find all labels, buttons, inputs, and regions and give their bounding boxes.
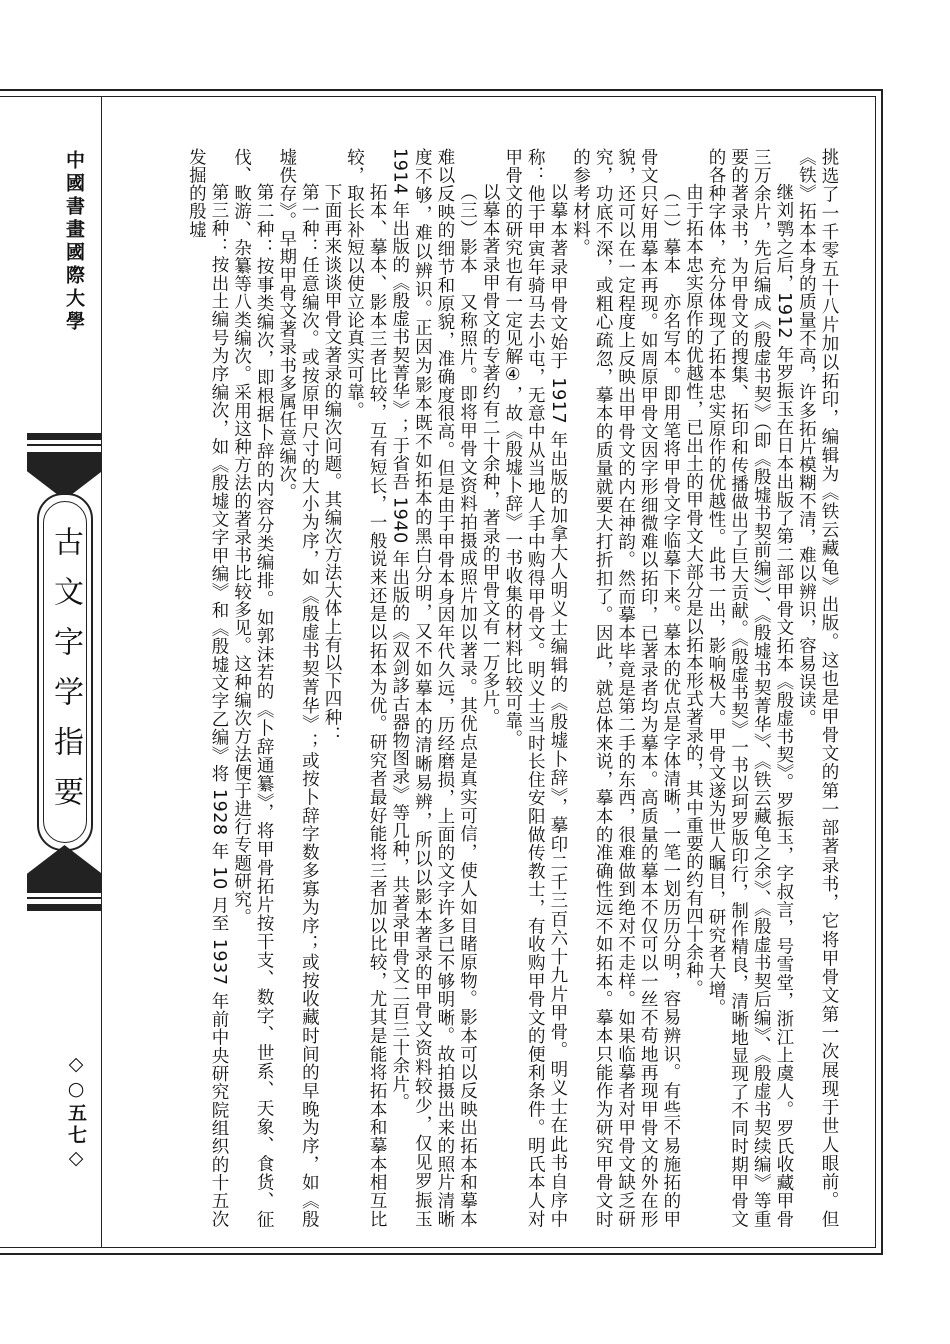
sidebar-divider xyxy=(101,96,102,1248)
paragraph: 第一种：任意编次。或按原甲尺寸的大小为序，如《殷虚书契菁华》；或按卜辞字数多寡为序；或按收藏时间的早晚为序，如《殷墟佚存》。早期甲骨文著录书多属任意编次。 xyxy=(276,148,320,1228)
title-band-bottom xyxy=(27,904,102,911)
main-text xyxy=(150,148,840,1228)
paragraph: （二）摹本 亦名写本。即用笔将甲骨文字临摹下来。摹本的优点是字体清晰，一笔一划历历分明，容易辨识。有些不易施拓的甲骨文只好用摹本再现。如周原甲骨文因字形细微难以拓印，已著录者均为摹本。高质量的摹本不仅可以一丝不苟地再现甲骨文的外在形貌，还可以在一定程度上反映出甲骨文的内在神韵。然而摹本毕竟是第二手的东西，很难做到绝对不走样。如果临摹者对甲骨文缺乏研究，功底不深，或粗心疏忽，摹本的质量就要大打折扣了。因此，就总体来说，摹本的准确性远不如拓本。摹本只能作为研究甲骨文时的参考材料。 xyxy=(570,148,681,1228)
title-band-top xyxy=(27,433,102,440)
paragraph: （三）影本 又称照片。即将甲骨文资料拍摄成照片加以著录。其优点是真实可信，使人如目睹原物。影本可以反映出拓本和摹本难以反映的细节和原貌，准确度很高。但是由于甲骨本身因年代久远，历经磨损，上面的文字许多已不够明晰。故拍摄出来的照片清晰度不够，难以辨识。正因为影本既不如拓本的黑白分明，又不如摹本的清晰易辨，所以以影本著录的甲骨文资料较少，仅见罗振玉 1914 年出版的《殷虚书契菁华》；于省吾 1940 年出版的《双剑誃古器物图录》等几种，共著录甲骨文二百三十余片。 xyxy=(389,148,478,1228)
paragraph: 拓本、摹本、影本三者比较，互有短长，一般说来还是以拓本为优。研究者最好能将三者加以比较，尤其是能将拓本和摹本相互比较，取长补短以使立论真实可靠。 xyxy=(344,148,388,1228)
title-band-bottom-thin xyxy=(27,897,102,899)
title-band-top-thin xyxy=(27,444,102,446)
page-number: ◇○五七◇ xyxy=(65,1053,87,1172)
paragraph: 下面再来谈谈甲骨文著录的编次问题。其编次方法大体上有以下四种： xyxy=(321,183,342,745)
book-title-cartouche xyxy=(37,493,93,851)
paragraph: 以摹本著录甲骨文的专著约有二十余种，著录的甲骨文有一万多片。 xyxy=(480,183,501,726)
series-title: 中國書畫國際大學 xyxy=(63,150,85,334)
paragraph: 由于拓本忠实原作的优越性，已出土的甲骨文大部分是以拓本形式著录的，其中重要的约有四十余种。 xyxy=(683,183,704,998)
paragraph: 以摹本著录甲骨文始于 1917 年出版的加拿大人明义士编辑的《殷墟卜辞》，摹印二千三百六十九片甲骨。明义士在此书自序中称：他于甲寅年骑马去小屯，无意中从当地人手中购得甲骨文。明义士当时长住安阳做传教士，有收购甲骨文的便利条件。明氏本人对甲骨文的研究也有一定见解④，故《殷墟卜辞》一书收集的材料比较可靠。 xyxy=(502,148,568,1228)
paragraph: 第三种：按出土编号为序编次，如《殷墟文字甲编》和《殷墟文字乙编》将 1928 年 10 月至 1937 年前中央研究院组织的十五次发掘的殷墟 xyxy=(186,148,229,1228)
book-title: 古文字学指要 xyxy=(48,526,83,826)
paragraph: 第二种：按事类编次，即根据卜辞的内容分类编排。如郭沫若的《卜辞通纂》，将甲骨拓片按干支、数字、世系、天象、食货、征伐、畋游、杂纂等八类编次。采用这种方法的著录书比较多见。这种编次方法便于进行专题研究。 xyxy=(231,148,275,1228)
paragraph: 继刘鹗之后，1912 年罗振玉在日本出版了第二部甲骨文拓本《殷虚书契》。罗振玉，字叔言，号雪堂，浙江上虞人。罗氏收藏甲骨三万余片，先后编成《殷虚书契》（即《殷墟书契前编》）、《殷墟书契菁华》、《铁云藏龟之余》、《殷虚书契后编》、《殷虚书契续编》等重要的著录书，为甲骨文的搜集、拓印和传播做出了巨大贡献。《殷虚书契》一书以珂罗版印行，制作精良，清晰地显现了不同时期甲骨文的各种字体，充分体现了拓本忠实原作的优越性。此书一出，影响极大。甲骨文遂为世人瞩目，研究者大增。 xyxy=(706,148,794,1228)
paragraph: 挑选了一千零五十八片加以拓印，编辑为《铁云藏龟》出版。这也是甲骨文的第一部著录书，它将甲骨文第一次展现于世人眼前。但《铁》拓本本身的质量不高，许多拓片模糊不清，难以辨识，容易误读。 xyxy=(796,148,839,1228)
